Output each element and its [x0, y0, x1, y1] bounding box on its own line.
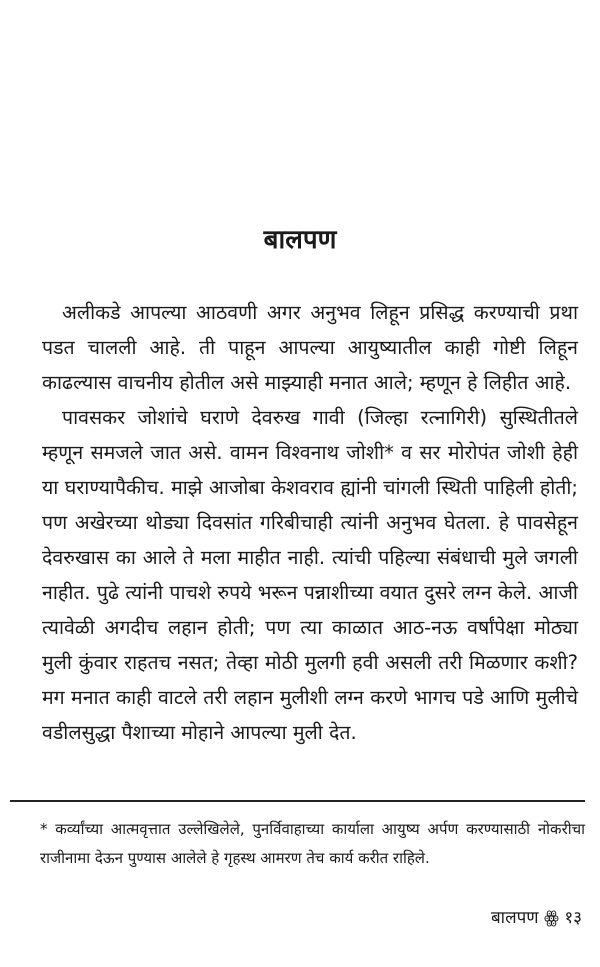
footnote-divider: [10, 800, 585, 802]
ornament-icon: ꙮ: [543, 908, 559, 928]
chapter-title: बालपण: [263, 225, 337, 255]
paragraph-2: पावसकर जोशांचे घराणे देवरुख गावी (जिल्हा रत्नागिरी) सुस्थितीतले म्हणून समजले जात असे. वामन विश्वनाथ जोशी* व सर मोरोपंत जोशी हेही या घराण्यापैकीच. माझे आजोबा केशवराव ह्यांनी चांगली स्थिती पाहिली होती; पण अखेरच्या थोड्या दिवसांत गरिबीचाही त्यांनी अनुभव घेतला. हे पावसेहून देवरुखास का आले ते मला माहीत नाही. त्यांची पहिल्या संबंधाची मुले जगली नाहीत. पुढे त्यांनी पाचशे रुपये भरून पन्नाशीच्या वयात दुसरे लग्न केले. आजी त्यावेळी अगदीच लहान होती; पण त्या काळात आठ-नऊ वर्षांपेक्षा मोठ्या मुली कुंवार राहतच नसत; तेव्हा मोठी मुलगी हवी असली तरी मिळणार कशी? मग मनात काही वाटले तरी लहान मुलीशी लग्न करणे भागच पडे आणि मुलीचे वडीलसुद्धा पैशाच्या मोहाने आपल्या मुली देत.: [42, 406, 578, 744]
page-footer: [491, 906, 582, 930]
running-title: बालपण: [490, 908, 539, 928]
page-number: १३: [564, 908, 582, 928]
footnote: [40, 815, 585, 873]
footnote-text: * कर्व्यांच्या आत्मवृत्तात उल्लेखिलेले, पुनर्विवाहाच्या कार्याला आयुष्य अर्पण करण्यासाठी नोकरीचा राजीनामा देऊन पुण्यास आलेले हे गृहस्थ आमरण तेच कार्य करीत राहिले.: [40, 820, 585, 867]
paragraph-1: अलीकडे आपल्या आठवणी अगर अनुभव लिहून प्रसिद्ध करण्याची प्रथा पडत चालली आहे. ती पाहून आपल्या आयुष्यातील काही गोष्टी लिहून काढल्यास वाचनीय होतील असे माझ्याही मनात आले; म्हणून हे लिहीत आहे.: [42, 301, 578, 394]
chapter-body: [42, 295, 578, 750]
